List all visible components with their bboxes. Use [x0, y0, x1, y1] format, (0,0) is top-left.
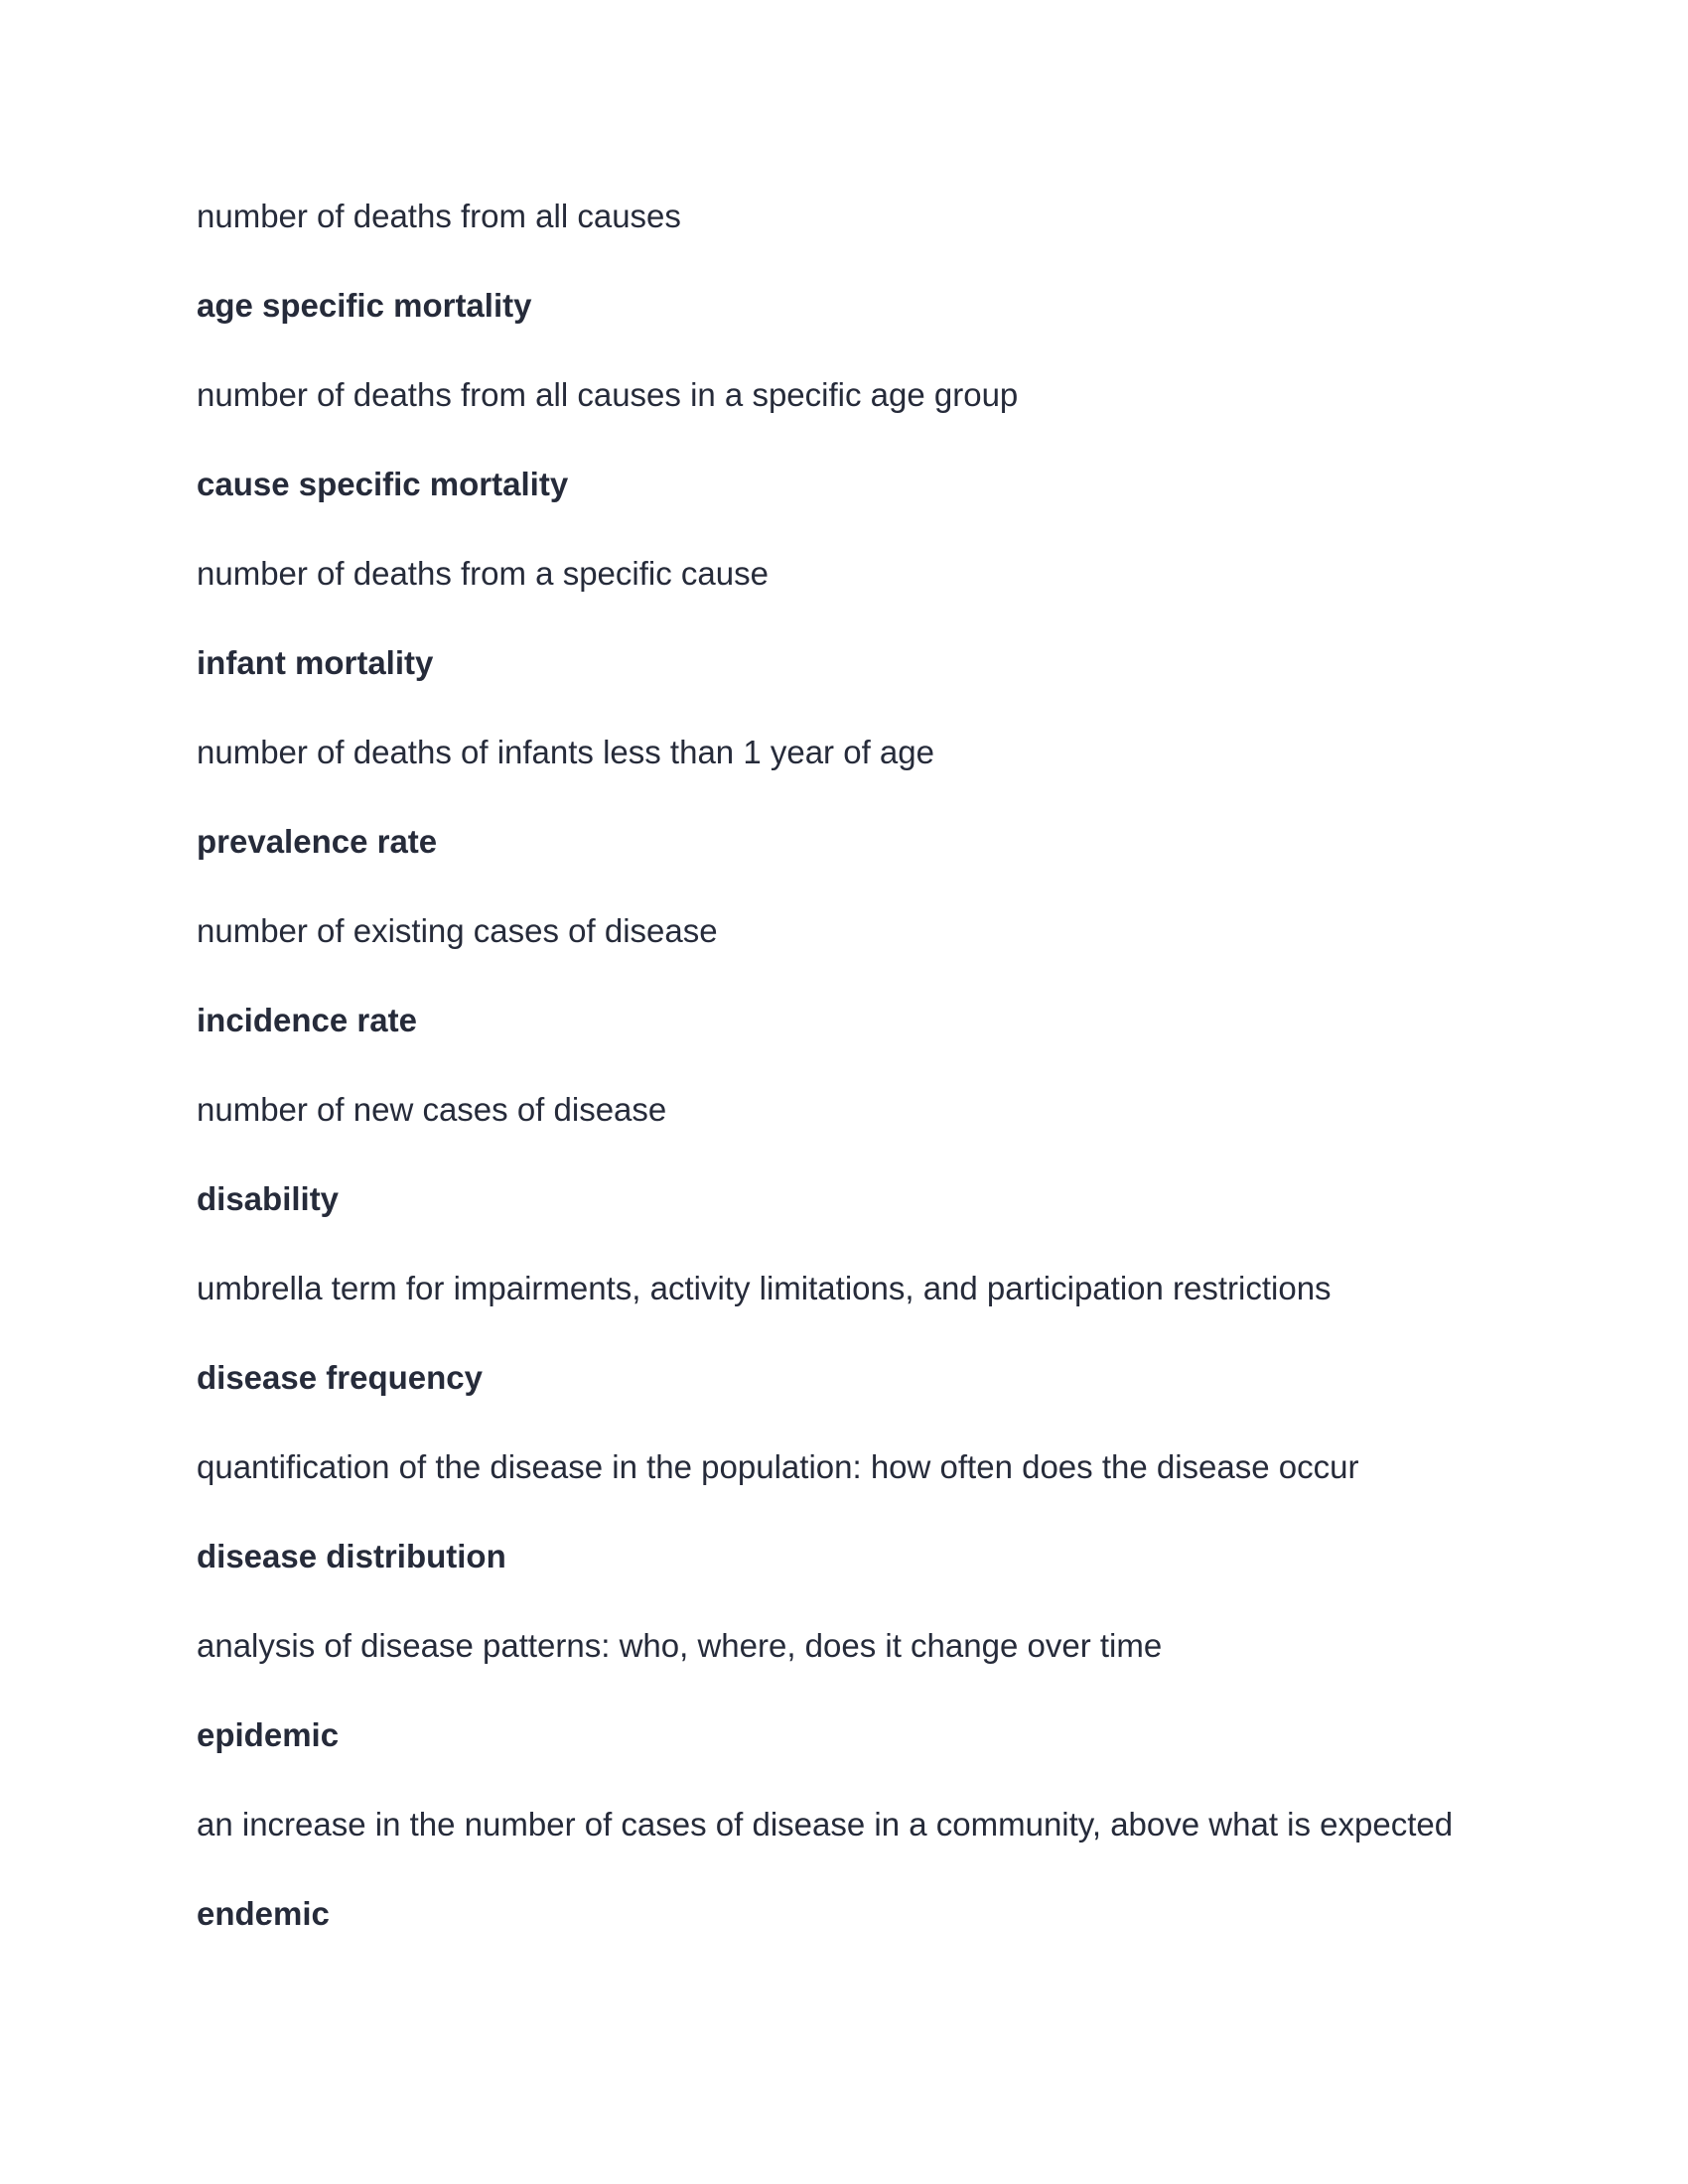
definition: an increase in the number of cases of disease in a community, above what is expected [197, 1806, 1454, 1843]
definition: number of existing cases of disease [197, 912, 718, 949]
term: age specific mortality [197, 287, 532, 324]
term: incidence rate [197, 1002, 417, 1038]
term: prevalence rate [197, 823, 438, 860]
glossary-document [197, 172, 1453, 1959]
term: epidemic [197, 1716, 340, 1753]
definition: number of new cases of disease [197, 1091, 667, 1128]
term: cause specific mortality [197, 466, 569, 502]
term: infant mortality [197, 644, 434, 681]
term: disability [197, 1180, 340, 1217]
definition: number of deaths from a specific cause [197, 555, 769, 592]
definition: number of deaths of infants less than 1 year of age [197, 734, 934, 770]
definition: quantification of the disease in the population: how often does the disease occur [197, 1448, 1359, 1485]
definition: number of deaths from all causes [197, 198, 681, 234]
term: endemic [197, 1895, 330, 1932]
definition: umbrella term for impairments, activity limitations, and participation restrictions [197, 1270, 1332, 1306]
term: disease distribution [197, 1538, 506, 1574]
definition: number of deaths from all causes in a specific age group [197, 376, 1019, 413]
term: disease frequency [197, 1359, 483, 1396]
definition: analysis of disease patterns: who, where, does it change over time [197, 1627, 1163, 1664]
